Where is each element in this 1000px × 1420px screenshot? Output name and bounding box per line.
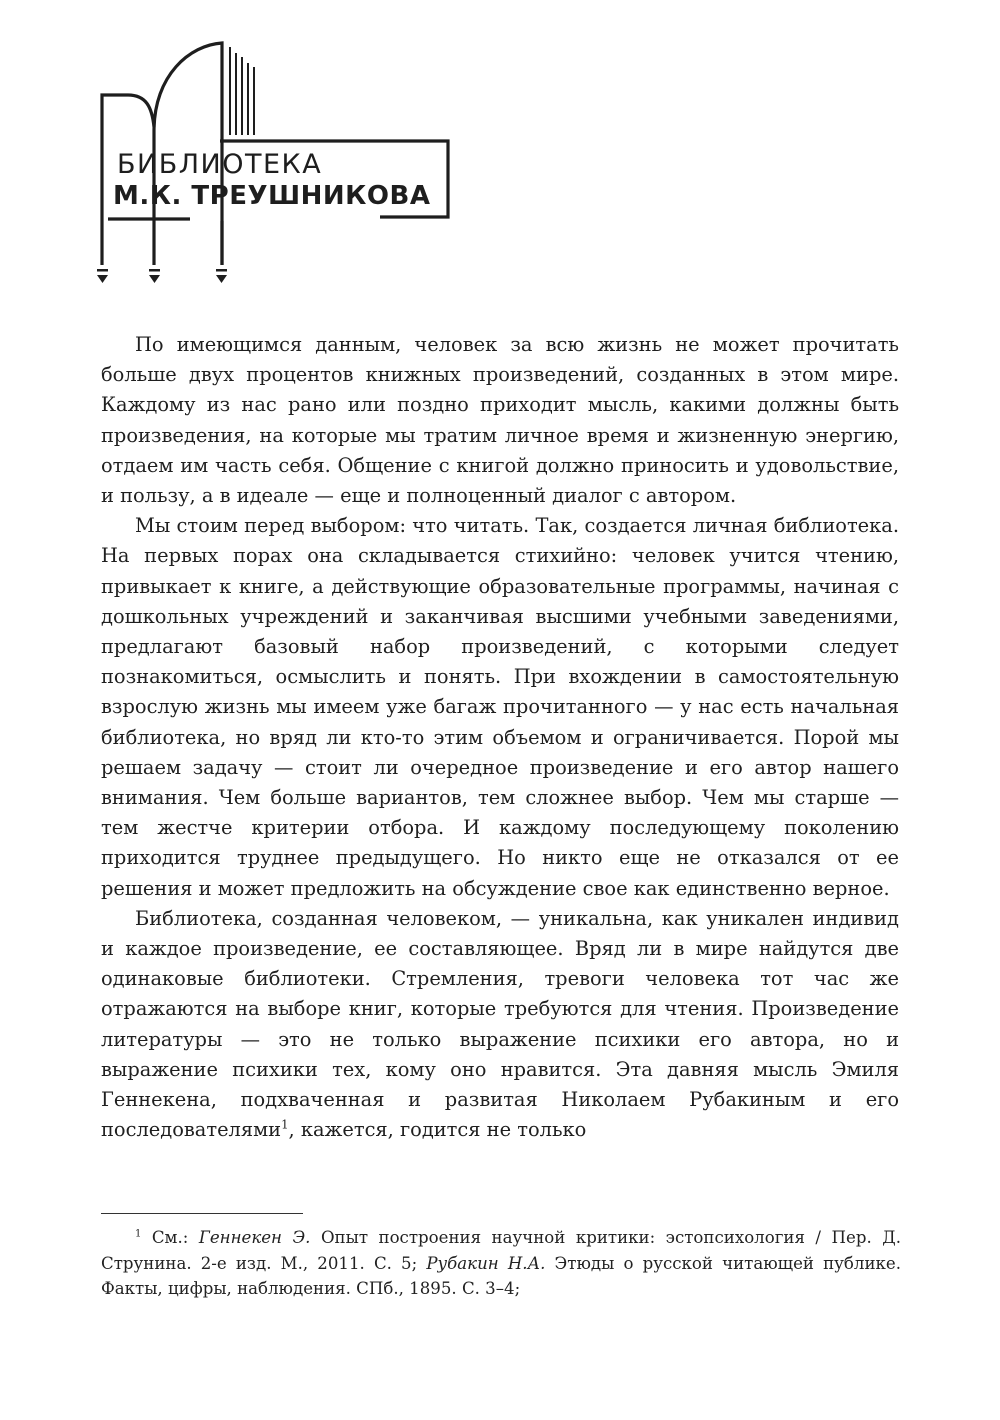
paragraph-1: По имеющимся данным, человек за всю жизнь не может прочитать больше двух процентов книжных произведений, созданных в этом мире. Каждому из нас рано или поздно приходит мысль, какими должны быть произведения, на которые мы тратим личное время и жизненную энергию, отдаем им часть себя. Общение с книгой должно приносить и удовольствие, и пользу, а в идеале — еще и полноценный диалог с автором.: [101, 333, 899, 508]
footnote-1: [101, 1225, 901, 1302]
footnote-ref: 1: [281, 1117, 289, 1132]
footnote-text-3: Этюды о русской читающей публике. Факты, цифры, наблюдения. СПб., 1895. С. 3–4;: [101, 1253, 901, 1298]
paragraph-3: [101, 904, 899, 1146]
main-text: [101, 330, 899, 1145]
logo-title-line2: М.К. ТРЕУШНИКОВА: [113, 181, 431, 211]
footnote-text-1: См.:: [141, 1228, 199, 1247]
footnotes: [101, 1225, 901, 1302]
paragraph-3-tail: , кажется, годится не только: [288, 1118, 587, 1142]
footnote-author-2: Рубакин Н.А.: [426, 1253, 546, 1273]
paragraph-2: Мы стоим перед выбором: что читать. Так, создается личная библиотека. На первых порах она складывается стихийно: человек учится чтению, привыкает к книге, а действующие образовательные программы, начиная с дошкольных учреждений и заканчивая высшими учебными заведениями, предлагают базовый набор произведений, с которыми следует познакомиться, осмыслить и понять. При вхождении в самостоятельную взрослую жизнь мы имеем уже багаж прочитанного — у нас есть начальная библиотека, но вряд ли кто-то этим объемом и ограничивается. Порой мы решаем задачу — стоит ли очередное произведение и его автор нашего внимания. Чем больше вариантов, тем сложнее выбор. Чем мы старше — тем жестче критерии отбора. И каждому последующему поколению приходится труднее предыдущего. Но никто еще не отказался от ее решения и может предложить на обсуждение свое как единственно верное.: [101, 514, 899, 900]
footnote-number: 1: [135, 1228, 142, 1240]
paragraph-3-text: Библиотека, созданная человеком, — уникальна, как уникален индивид и каждое произведение, ее составляющее. Вряд ли в мире найдутся две одинаковые библиотеки. Стремления, тревоги человека тот час же отражаются на выборе книг, которые требуются для чтения. Произведение литературы — это не только выражение психики его автора, но и выражение психики тех, кому оно нравится. Эта давняя мысль Эмиля Геннекена, подхваченная и развитая Николаем Рубакиным и его последователями: [101, 906, 899, 1142]
footnote-text-2: Опыт построения научной критики: эстопсихология / Пер. Д. Струнина. 2-е изд. М., 2011. С. 5;: [101, 1228, 901, 1273]
footnote-separator: [101, 1213, 303, 1214]
logo-title-line1: БИБЛИОТЕКА: [117, 149, 323, 180]
footnote-author-1: Геннекен Э.: [198, 1228, 311, 1247]
